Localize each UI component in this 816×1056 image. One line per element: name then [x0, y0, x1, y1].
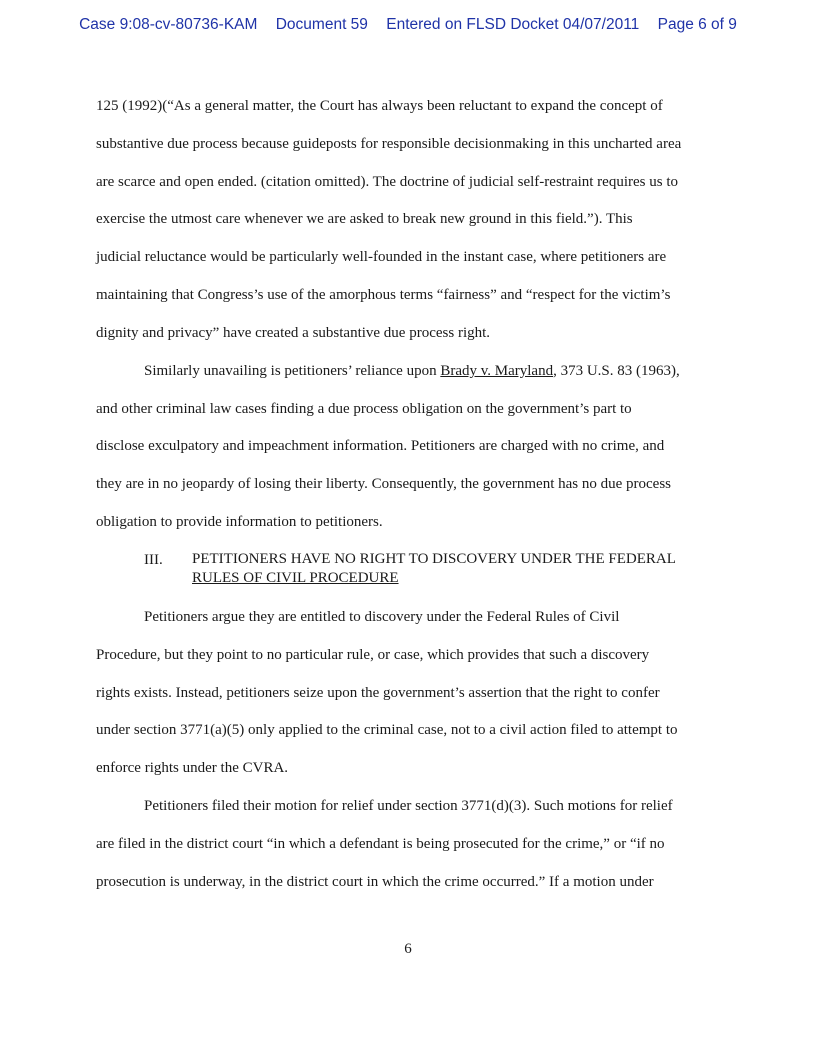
- body-line: obligation to provide information to petitioners.: [96, 514, 383, 530]
- section-heading-text: PETITIONERS HAVE NO RIGHT TO DISCOVERY UNDER THE FEDERAL: [192, 551, 676, 567]
- body-line: dignity and privacy” have created a substantive due process right.: [96, 325, 491, 341]
- body-line: exercise the utmost care whenever we are asked to break new ground in this field.”). This: [96, 211, 633, 227]
- body-line: they are in no jeopardy of losing their liberty. Consequently, the government has no due process: [96, 476, 671, 492]
- body-line: Petitioners argue they are entitled to discovery under the Federal Rules of Civil: [144, 609, 620, 625]
- section-number: III.: [144, 552, 163, 568]
- body-line: [144, 361, 680, 381]
- body-text: Similarly unavailing is petitioners’ reliance upon: [144, 363, 441, 379]
- docket-entry: Entered on FLSD Docket 04/07/2011: [386, 16, 640, 33]
- case-citation: Brady v. Maryland: [440, 363, 554, 379]
- body-text: , 373 U.S. 83 (1963),: [553, 363, 680, 379]
- section-heading-line-1: [192, 550, 676, 568]
- case-number: Case 9:08-cv-80736-KAM: [79, 16, 258, 33]
- body-line: substantive due process because guideposts for responsible decisionmaking in this uncharted area: [96, 136, 682, 152]
- body-line: disclose exculpatory and impeachment information. Petitioners are charged with no crime, and: [96, 438, 665, 454]
- body-line: are scarce and open ended. (citation omitted). The doctrine of judicial self-restraint requires us to: [96, 174, 678, 190]
- body-line: 125 (1992)(“As a general matter, the Court has always been reluctant to expand the concept of: [96, 98, 663, 114]
- body-line: prosecution is underway, in the district court in which the crime occurred.” If a motion under: [96, 874, 654, 890]
- body-line: and other criminal law cases finding a due process obligation on the government’s part to: [96, 401, 632, 417]
- docket-header: [0, 16, 816, 34]
- body-line: are filed in the district court “in which a defendant is being prosecuted for the crime,” or “if no: [96, 836, 665, 852]
- section-heading-line-2: RULES OF CIVIL PROCEDURE: [192, 570, 399, 586]
- body-line: Procedure, but they point to no particular rule, or case, which provides that such a discovery: [96, 647, 650, 663]
- body-line: judicial reluctance would be particularly well-founded in the instant case, where petitioners are: [96, 249, 667, 265]
- body-line: enforce rights under the CVRA.: [96, 760, 289, 776]
- body-line: Petitioners filed their motion for relief under section 3771(d)(3). Such motions for relief: [144, 798, 673, 814]
- body-line: maintaining that Congress’s use of the amorphous terms “fairness” and “respect for the victim’s: [96, 287, 671, 303]
- body-line: under section 3771(a)(5) only applied to the criminal case, not to a civil action filed to attempt to: [96, 722, 678, 738]
- page-number: 6: [404, 941, 412, 957]
- page-of-pages: Page 6 of 9: [657, 16, 737, 33]
- body-line: rights exists. Instead, petitioners seize upon the government’s assertion that the right to confer: [96, 685, 660, 701]
- document-number: Document 59: [275, 16, 368, 33]
